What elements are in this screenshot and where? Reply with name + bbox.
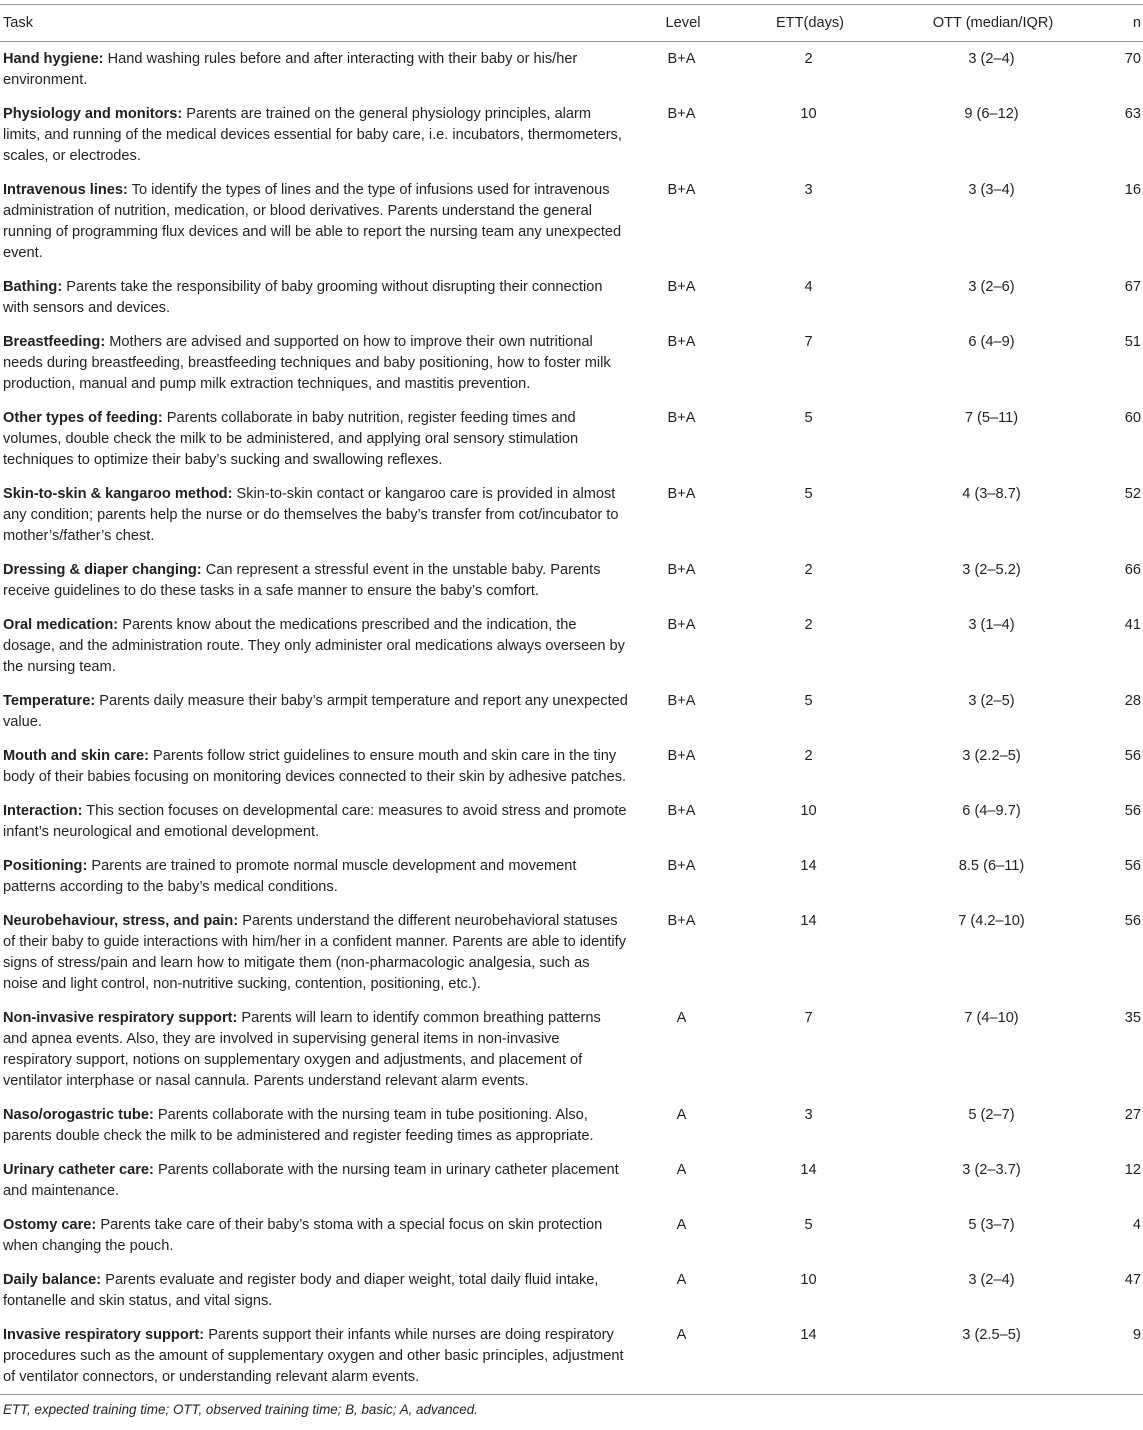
task-cell — [0, 904, 628, 1001]
task-cell — [0, 608, 628, 684]
level-cell: B+A — [667, 410, 696, 426]
ett-cell: 14 — [800, 913, 817, 929]
task-name: Dressing & diaper changing: — [3, 562, 202, 578]
task-description: Parents take care of their baby’s stoma with a special focus on skin protection when changing the pouch. — [3, 1217, 603, 1254]
task-name: Invasive respiratory support: — [3, 1327, 205, 1343]
ott-cell: 7 (4.2–10) — [958, 913, 1025, 929]
ett-cell: 14 — [735, 1318, 882, 1395]
level-cell: B+A — [667, 748, 696, 764]
task-name: Daily balance: — [3, 1272, 102, 1288]
task-cell — [0, 477, 628, 553]
ett-cell: 5 — [804, 410, 813, 426]
task-name: Other types of feeding: — [3, 410, 163, 426]
task-description: Parents support their infants while nurses are doing respiratory procedures such as the amount of supplementary oxygen and other basic principles, adjustment of ventilator connectors, or understanding relevant alarm events. — [3, 1327, 624, 1385]
task-description: Parents collaborate with the nursing team in urinary catheter placement and maintenance. — [3, 1162, 619, 1199]
n-cell: 63 — [1124, 106, 1141, 122]
task-description: Parents follow strict guidelines to ensure mouth and skin care in the tiny body of their babies focusing on monitoring devices connected to their skin by adhesive patches. — [3, 748, 627, 785]
task-description: Parents know about the medications prescribed and the indication, the dosage, and the administration route. They only administer oral medications always overseen by the nursing team. — [3, 617, 625, 675]
ett-cell: 14 — [800, 858, 817, 874]
task-description: Parents daily measure their baby’s armpit temperature and report any unexpected value. — [3, 693, 628, 730]
ett-cell: 10 — [800, 106, 817, 122]
column-header-task: Task — [0, 5, 628, 42]
n-cell: 12 — [1124, 1162, 1141, 1178]
table-footnote: ETT, expected training time; OTT, observed training time; B, basic; A, advanced. — [3, 1402, 478, 1417]
task-cell — [0, 1098, 628, 1153]
level-cell: B+A — [667, 486, 696, 502]
task-cell — [0, 97, 628, 173]
table-row — [0, 401, 1143, 477]
level-cell: A — [676, 1010, 687, 1026]
ott-cell: 3 (2–5) — [968, 693, 1015, 709]
level-cell: B+A — [667, 106, 696, 122]
task-name: Physiology and monitors: — [3, 106, 183, 122]
ett-cell: 14 — [800, 1162, 817, 1178]
level-cell: B+A — [667, 51, 696, 67]
task-cell — [0, 1001, 628, 1098]
ott-cell: 3 (2–3.7) — [962, 1162, 1021, 1178]
column-header-ett: ETT(days) — [735, 5, 882, 42]
ett-cell: 7 — [804, 334, 813, 350]
task-name: Urinary catheter care: — [3, 1162, 154, 1178]
n-cell: 27 — [1124, 1107, 1141, 1123]
table-row — [0, 1263, 1143, 1318]
task-cell — [0, 42, 628, 98]
ett-cell: 2 — [804, 51, 813, 67]
task-description: Parents are trained on the general physiology principles, alarm limits, and running of the medical devices essential for baby care, i.e. incubators, thermometers, scales, or electrodes. — [3, 106, 622, 164]
table-row — [0, 1318, 1143, 1395]
n-cell: 56 — [1124, 803, 1141, 819]
task-name: Neurobehaviour, stress, and pain: — [3, 913, 239, 929]
n-cell: 28 — [1124, 693, 1141, 709]
level-cell: A — [676, 1162, 687, 1178]
task-description: Skin-to-skin contact or kangaroo care is provided in almost any condition; parents help the nurse or do themselves the baby’s transfer from cot/incubator to mother’s/father’s chest. — [3, 486, 619, 544]
ott-cell: 9 (6–12) — [964, 106, 1019, 122]
table-row — [0, 794, 1143, 849]
ett-cell: 3 — [804, 1107, 813, 1123]
task-description: Parents are trained to promote normal muscle development and movement patterns according to the baby’s medical conditions. — [3, 858, 577, 895]
table-row — [0, 42, 1143, 98]
table-row — [0, 97, 1143, 173]
ott-cell: 4 (3–8.7) — [962, 486, 1021, 502]
level-cell: B+A — [667, 913, 696, 929]
task-cell — [0, 173, 628, 270]
n-cell: 70 — [1124, 51, 1141, 67]
column-header-level: Level — [628, 5, 735, 42]
ott-cell: 3 (3–4) — [968, 182, 1015, 198]
table-row — [0, 325, 1143, 401]
task-cell — [0, 1318, 628, 1395]
header-row — [0, 5, 1143, 42]
level-cell: B+A — [667, 279, 696, 295]
level-cell: B+A — [667, 803, 696, 819]
table-row — [0, 553, 1143, 608]
n-cell: 60 — [1124, 410, 1141, 426]
n-cell: 9 — [1101, 1318, 1143, 1395]
task-description: Parents understand the different neurobehavioral statuses of their baby to guide interactions with him/her in a confident manner. Parents are able to identify signs of stress/pain and learn how to mitigate them (non-pharmacologic analgesia, such as noise and light control, non-nutritive sucking, contention, positioning, etc.). — [3, 913, 627, 992]
table-row — [0, 1153, 1143, 1208]
ott-cell: 7 (5–11) — [964, 410, 1019, 426]
ott-cell: 3 (2.2–5) — [962, 748, 1021, 764]
ott-cell: 8.5 (6–11) — [958, 858, 1025, 874]
task-name: Breastfeeding: — [3, 334, 106, 350]
ett-cell: 5 — [804, 693, 813, 709]
ett-cell: 5 — [804, 486, 813, 502]
ett-cell: 10 — [800, 1272, 817, 1288]
training-tasks-table — [0, 4, 1143, 1395]
task-name: Bathing: — [3, 279, 63, 295]
task-name: Skin-to-skin & kangaroo method: — [3, 486, 233, 502]
n-cell: 16 — [1124, 182, 1141, 198]
n-cell: 52 — [1124, 486, 1141, 502]
table-row — [0, 608, 1143, 684]
task-description: Parents will learn to identify common breathing patterns and apnea events. Also, they are involved in supervising general items in non-invasive respiratory support, notions on supplementary oxygen and adjustments, and placement of ventilator interphase or nasal cannula. Parents understand relevant alarm events. — [3, 1010, 601, 1089]
task-cell — [0, 553, 628, 608]
task-name: Interaction: — [3, 803, 83, 819]
task-description: This section focuses on developmental care: measures to avoid stress and promote infant’s neurological and emotional development. — [3, 803, 627, 840]
ett-cell: 5 — [804, 1217, 813, 1233]
task-name: Intravenous lines: — [3, 182, 128, 198]
ott-cell: 7 (4–10) — [964, 1010, 1019, 1026]
ett-cell: 2 — [804, 748, 813, 764]
n-cell: 56 — [1124, 748, 1141, 764]
ott-cell: 6 (4–9.7) — [962, 803, 1021, 819]
ett-cell: 10 — [800, 803, 817, 819]
task-description: Mothers are advised and supported on how to improve their own nutritional needs during breastfeeding, breastfeeding techniques and baby positioning, how to foster milk production, manual and pump milk extraction techniques, and mastitis prevention. — [3, 334, 611, 392]
level-cell: A — [628, 1318, 735, 1395]
task-description: Parents evaluate and register body and diaper weight, total daily fluid intake, fontanelle and skin status, and vital signs. — [3, 1272, 599, 1309]
task-cell — [0, 1263, 628, 1318]
task-name: Positioning: — [3, 858, 88, 874]
ott-cell: 3 (2.5–5) — [882, 1318, 1101, 1395]
ett-cell: 2 — [804, 617, 813, 633]
table-row — [0, 849, 1143, 904]
level-cell: B+A — [667, 334, 696, 350]
ott-cell: 5 (3–7) — [968, 1217, 1015, 1233]
level-cell: B+A — [667, 693, 696, 709]
task-cell — [0, 1153, 628, 1208]
level-cell: B+A — [667, 858, 696, 874]
task-description: Parents take the responsibility of baby grooming without disrupting their connection with sensors and devices. — [3, 279, 603, 316]
level-cell: A — [676, 1272, 687, 1288]
task-name: Non-invasive respiratory support: — [3, 1010, 238, 1026]
task-name: Temperature: — [3, 693, 96, 709]
ett-cell: 7 — [804, 1010, 813, 1026]
ott-cell: 3 (2–4) — [968, 1272, 1015, 1288]
task-cell — [0, 401, 628, 477]
level-cell: B+A — [667, 182, 696, 198]
table-row — [0, 684, 1143, 739]
n-cell: 47 — [1124, 1272, 1141, 1288]
task-cell — [0, 684, 628, 739]
table-row — [0, 270, 1143, 325]
level-cell: A — [676, 1107, 687, 1123]
n-cell: 67 — [1124, 279, 1141, 295]
ott-cell: 5 (2–7) — [968, 1107, 1015, 1123]
task-name: Oral medication: — [3, 617, 119, 633]
ott-cell: 6 (4–9) — [968, 334, 1015, 350]
table-row — [0, 1208, 1143, 1263]
table-row — [0, 1098, 1143, 1153]
task-description: Can represent a stressful event in the unstable baby. Parents receive guidelines to do these tasks in a safe manner to ensure the baby’s comfort. — [3, 562, 601, 599]
column-header-ott: OTT (median/IQR) — [882, 5, 1101, 42]
task-cell — [0, 270, 628, 325]
task-cell — [0, 739, 628, 794]
n-cell: 4 — [1132, 1217, 1141, 1233]
n-cell: 56 — [1124, 858, 1141, 874]
task-cell — [0, 325, 628, 401]
table-row — [0, 1001, 1143, 1098]
level-cell: A — [676, 1217, 687, 1233]
table-row — [0, 904, 1143, 1001]
table-row — [0, 173, 1143, 270]
level-cell: B+A — [667, 617, 696, 633]
ett-cell: 2 — [804, 562, 813, 578]
ott-cell: 3 (2–5.2) — [962, 562, 1021, 578]
ott-cell: 3 (2–6) — [968, 279, 1015, 295]
task-name: Mouth and skin care: — [3, 748, 149, 764]
task-cell — [0, 849, 628, 904]
n-cell: 35 — [1124, 1010, 1141, 1026]
n-cell: 66 — [1124, 562, 1141, 578]
table-row — [0, 739, 1143, 794]
level-cell: B+A — [667, 562, 696, 578]
task-name: Ostomy care: — [3, 1217, 97, 1233]
task-description: Hand washing rules before and after interacting with their baby or his/her environment. — [3, 51, 578, 88]
column-header-n: n — [1101, 5, 1143, 42]
ett-cell: 3 — [804, 182, 813, 198]
n-cell: 56 — [1124, 913, 1141, 929]
task-cell — [0, 794, 628, 849]
n-cell: 51 — [1124, 334, 1141, 350]
task-cell — [0, 1208, 628, 1263]
task-description: Parents collaborate in baby nutrition, register feeding times and volumes, double check the milk to be administered, and applying oral sensory stimulation techniques to optimize their baby’s sucking and swallowing reflexes. — [3, 410, 579, 468]
ett-cell: 4 — [804, 279, 813, 295]
task-name: Hand hygiene: — [3, 51, 104, 67]
ott-cell: 3 (1–4) — [968, 617, 1015, 633]
table-row — [0, 477, 1143, 553]
task-description: To identify the types of lines and the type of infusions used for intravenous administration of nutrition, medication, or blood derivatives. Parents understand the general running of programming flux devices and will be able to report the nursing team any unexpected event. — [3, 182, 622, 261]
task-name: Naso/orogastric tube: — [3, 1107, 154, 1123]
ott-cell: 3 (2–4) — [968, 51, 1015, 67]
n-cell: 41 — [1124, 617, 1141, 633]
task-description: Parents collaborate with the nursing team in tube positioning. Also, parents double check the milk to be administered and register feeding times as appropriate. — [3, 1107, 594, 1144]
